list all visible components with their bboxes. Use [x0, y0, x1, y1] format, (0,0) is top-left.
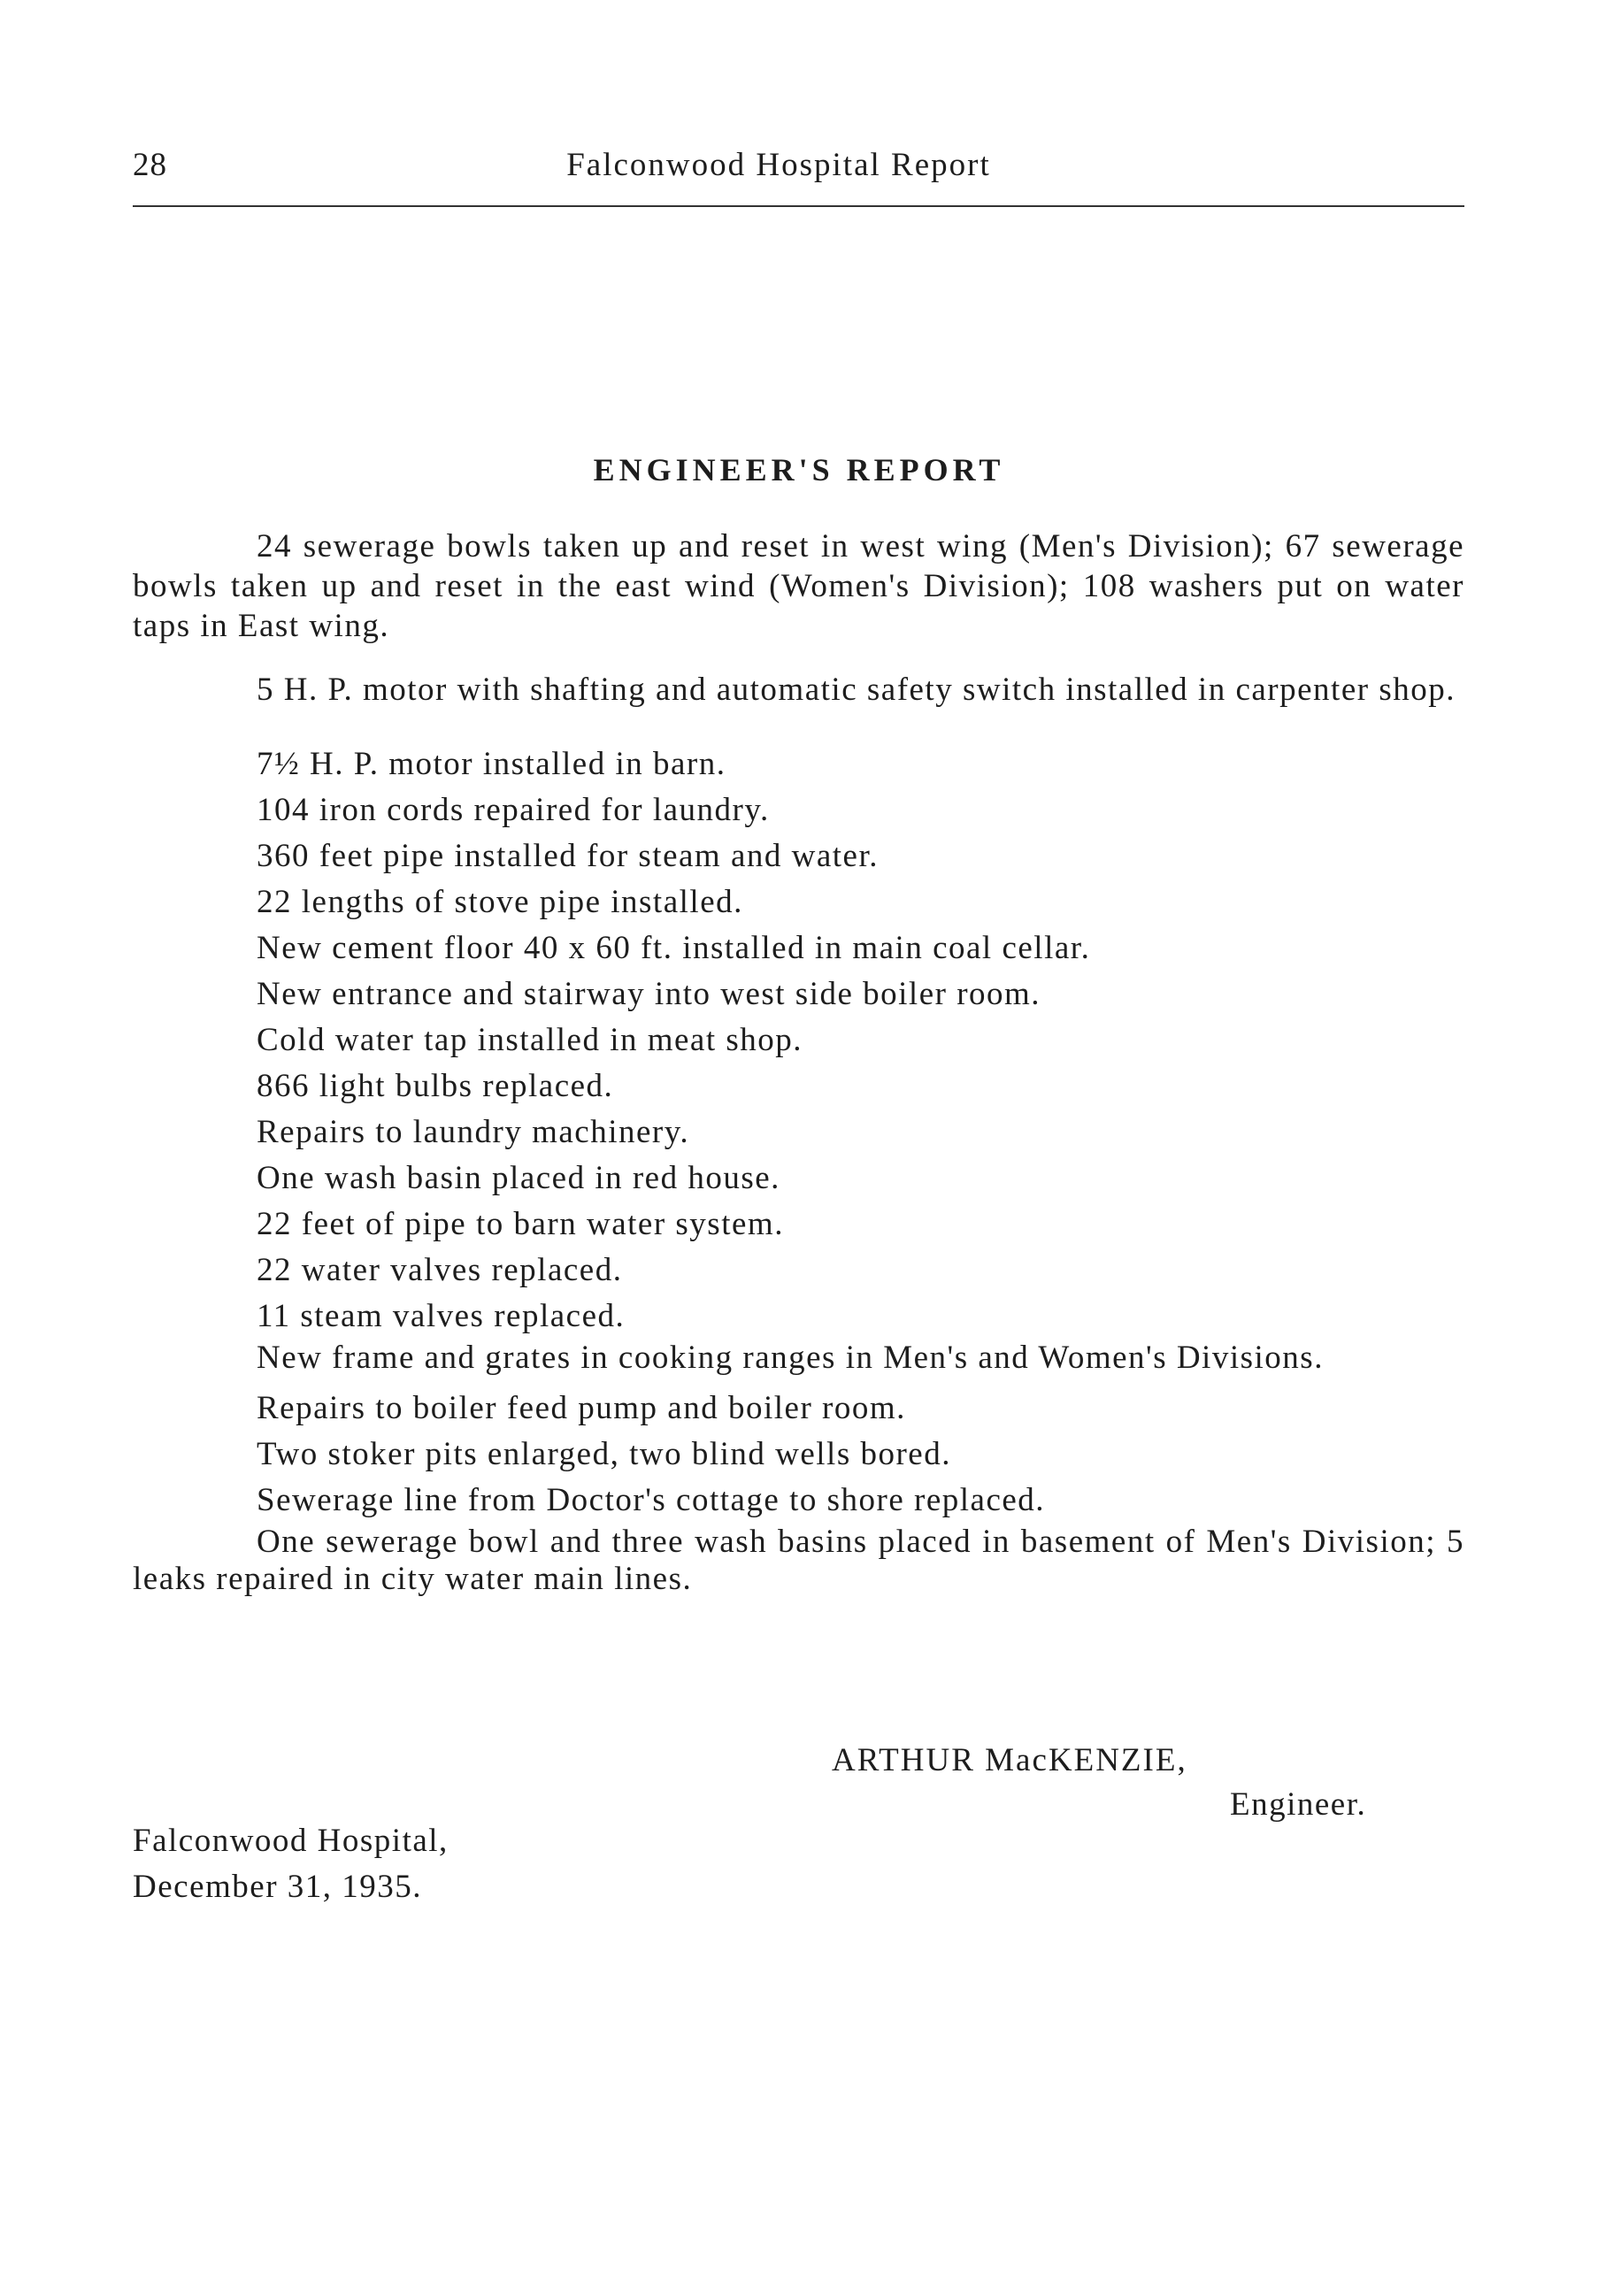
work-item: One wash basin placed in red house.	[257, 1160, 780, 1196]
work-item: 866 light bulbs replaced.	[257, 1068, 614, 1104]
work-item: Repairs to boiler feed pump and boiler room.	[257, 1390, 906, 1426]
report-paragraph: 5 H. P. motor with shafting and automatic safety switch installed in carpenter shop.	[257, 672, 1456, 708]
section-title: ENGINEER'S REPORT	[593, 452, 1005, 488]
dateline	[133, 1818, 449, 1910]
work-item: Repairs to laundry machinery.	[257, 1114, 690, 1150]
work-item: 22 lengths of stove pipe installed.	[257, 884, 743, 920]
work-item: New frame and grates in cooking ranges in Men's and Women's Divisions.	[257, 1340, 1324, 1376]
work-item: Two stoker pits enlarged, two blind wells bored.	[257, 1436, 951, 1472]
page-number: 28	[133, 147, 167, 183]
running-title: Falconwood Hospital Report	[566, 147, 991, 183]
dateline-date: December 31, 1935.	[133, 1869, 423, 1905]
work-item: 7½ H. P. motor installed in barn.	[257, 746, 726, 782]
work-item: New cement floor 40 x 60 ft. installed in main coal cellar.	[257, 930, 1091, 966]
header-rule	[133, 205, 1464, 207]
work-item: One sewerage bowl and three wash basins placed in basement of Men's Division; 5 leaks repaired in city water main lines.	[133, 1524, 1464, 1597]
work-item: 360 feet pipe installed for steam and water.	[257, 838, 880, 874]
signer-name: ARTHUR MacKENZIE,	[832, 1742, 1187, 1778]
dateline-place: Falconwood Hospital,	[133, 1823, 449, 1859]
signature-block	[832, 1739, 1366, 1827]
work-item: Cold water tap installed in meat shop.	[257, 1022, 803, 1058]
work-item: 11 steam valves replaced.	[257, 1298, 626, 1334]
page-header	[133, 146, 1464, 199]
work-item: 22 feet of pipe to barn water system.	[257, 1206, 784, 1242]
work-item: New entrance and stairway into west side boiler room.	[257, 976, 1041, 1012]
report-body	[133, 526, 1464, 1607]
work-item: Sewerage line from Doctor's cottage to shore replaced.	[257, 1482, 1046, 1518]
signer-title: Engineer.	[1230, 1786, 1367, 1823]
work-item: 104 iron cords repaired for laundry.	[257, 792, 770, 828]
work-item: 22 water valves replaced.	[257, 1252, 623, 1288]
work-items-list	[133, 741, 1464, 1598]
report-paragraph: 24 sewerage bowls taken up and reset in west wing (Men's Division); 67 sewerage bowls taken up and reset in the east wind (Women's Division); 108 washers put on water taps in East wing.	[133, 528, 1464, 644]
